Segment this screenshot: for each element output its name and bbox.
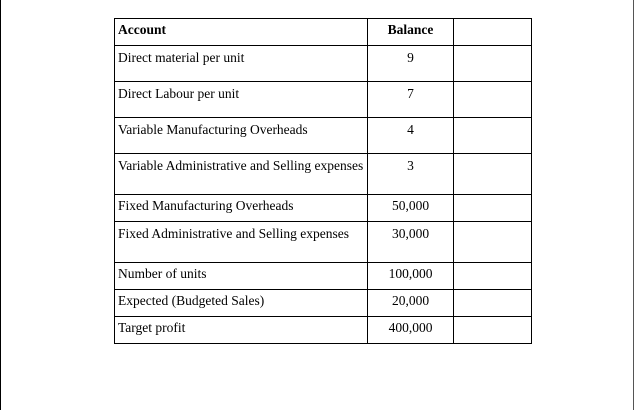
- account-cell: Direct material per unit: [115, 46, 368, 82]
- empty-cell: [454, 290, 532, 317]
- empty-cell: [454, 263, 532, 290]
- empty-cell: [454, 222, 532, 263]
- account-cell: Fixed Manufacturing Overheads: [115, 195, 368, 222]
- empty-cell: [454, 195, 532, 222]
- account-cell: Target profit: [115, 317, 368, 344]
- table-row: [115, 154, 532, 195]
- balance-cell: 4: [368, 118, 454, 154]
- account-balance-table: [114, 18, 532, 344]
- empty-cell: [454, 154, 532, 195]
- header-balance: Balance: [368, 19, 454, 46]
- table-row: [115, 222, 532, 263]
- account-cell: Direct Labour per unit: [115, 82, 368, 118]
- table-row: [115, 317, 532, 344]
- balance-cell: 30,000: [368, 222, 454, 263]
- balance-cell: 3: [368, 154, 454, 195]
- account-cell: Fixed Administrative and Selling expenses: [115, 222, 368, 263]
- table-row: [115, 263, 532, 290]
- table-header-row: [115, 19, 532, 46]
- empty-cell: [454, 82, 532, 118]
- header-empty: [454, 19, 532, 46]
- account-cell: Number of units: [115, 263, 368, 290]
- account-cell: Variable Manufacturing Overheads: [115, 118, 368, 154]
- table-row: [115, 46, 532, 82]
- balance-cell: 400,000: [368, 317, 454, 344]
- table-row: [115, 118, 532, 154]
- balance-cell: 20,000: [368, 290, 454, 317]
- balance-cell: 7: [368, 82, 454, 118]
- balance-cell: 50,000: [368, 195, 454, 222]
- empty-cell: [454, 46, 532, 82]
- account-cell: Expected (Budgeted Sales): [115, 290, 368, 317]
- account-cell: Variable Administrative and Selling expenses: [115, 154, 368, 195]
- page-left-border: [0, 0, 1, 410]
- empty-cell: [454, 118, 532, 154]
- header-account: Account: [115, 19, 368, 46]
- table-row: [115, 195, 532, 222]
- empty-cell: [454, 317, 532, 344]
- table-row: [115, 82, 532, 118]
- table-row: [115, 290, 532, 317]
- balance-cell: 100,000: [368, 263, 454, 290]
- balance-cell: 9: [368, 46, 454, 82]
